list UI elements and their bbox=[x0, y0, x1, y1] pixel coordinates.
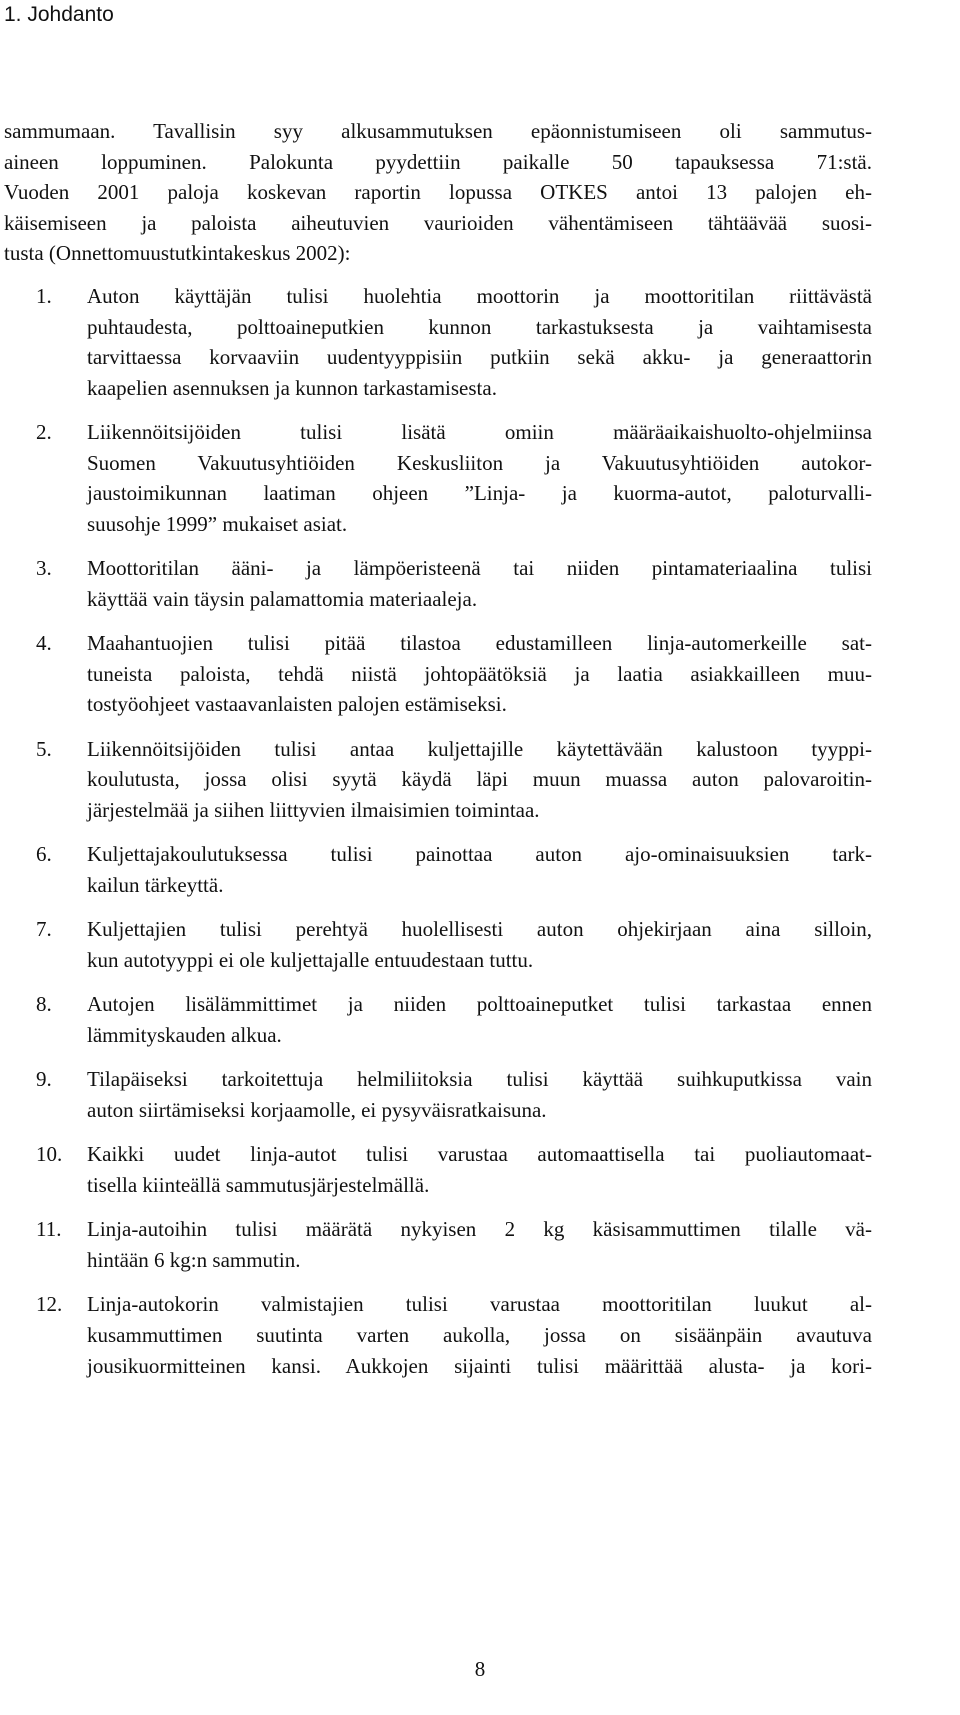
recommendation-item-5 bbox=[4, 734, 872, 826]
recommendation-item-4 bbox=[4, 628, 872, 720]
item-line: jousikuormitteinen kansi. Aukkojen sijainti tulisi määrittää alusta- ja kori- bbox=[87, 1353, 872, 1378]
item-line: Linja-autokorin valmistajien tulisi varustaa moottoritilan luukut al- bbox=[87, 1292, 872, 1317]
item-line: Tilapäiseksi tarkoitettuja helmiliitoksia tulisi käyttää suihkuputkissa vain bbox=[87, 1067, 872, 1092]
item-line: tostyöohjeet vastaavanlaisten palojen estämiseksi. bbox=[87, 692, 507, 717]
page-body bbox=[4, 116, 872, 1395]
intro-line: käisemiseen ja paloista aiheutuvien vaurioiden vähentämiseen tähtäävää suosi- bbox=[4, 210, 872, 235]
item-line: puhtaudesta, polttoaineputkien kunnon tarkastuksesta ja vaihtamisesta bbox=[87, 314, 872, 339]
intro-line: Vuoden 2001 paloja koskevan raportin lopussa OTKES antoi 13 palojen eh- bbox=[4, 180, 872, 205]
page-number: 8 bbox=[474, 1657, 486, 1681]
item-line: kaapelien asennuksen ja kunnon tarkastamisesta. bbox=[87, 375, 497, 400]
item-line: Maahantuojien tulisi pitää tilastoa edustamilleen linja-automerkeille sat- bbox=[87, 631, 872, 656]
intro-line: tusta (Onnettomuustutkintakeskus 2002): bbox=[4, 241, 351, 266]
item-number: 12. bbox=[36, 1292, 63, 1317]
item-line: Liikennöitsijöiden tulisi lisätä omiin määräaikaishuolto-ohjelmiinsa bbox=[87, 420, 872, 445]
item-line: tisella kiinteällä sammutusjärjestelmällä. bbox=[87, 1172, 430, 1197]
intro-line: sammumaan. Tavallisin syy alkusammutuksen epäonnistumiseen oli sammutus- bbox=[4, 119, 872, 143]
item-number: 10. bbox=[36, 1142, 63, 1167]
item-number: 4. bbox=[36, 631, 52, 656]
chapter-header: 1. Johdanto bbox=[4, 3, 114, 26]
item-number: 8. bbox=[36, 992, 52, 1017]
item-line: hintään 6 kg:n sammutin. bbox=[87, 1247, 301, 1272]
item-line: Linja-autoihin tulisi määrätä nykyisen 2 kg käsisammuttimen tilalle vä- bbox=[87, 1217, 872, 1242]
item-line: käyttää vain täysin palamattomia materiaaleja. bbox=[87, 586, 478, 611]
item-number: 11. bbox=[36, 1217, 62, 1242]
item-line: kusammuttimen suutinta varten aukolla, jossa on sisäänpäin avautuva bbox=[87, 1322, 872, 1347]
item-line: Auton käyttäjän tulisi huolehtia moottorin ja moottoritilan riittävästä bbox=[87, 283, 872, 308]
recommendation-item-6 bbox=[4, 839, 872, 900]
recommendation-item-10 bbox=[4, 1139, 872, 1200]
item-line: koulutusta, jossa olisi syytä käydä läpi muun muassa auton palovaroitin- bbox=[87, 767, 872, 792]
item-line: kailun tärkeyttä. bbox=[87, 873, 224, 898]
recommendation-item-7 bbox=[4, 914, 872, 975]
recommendation-item-12 bbox=[4, 1289, 872, 1381]
item-line: kun autotyyppi ei ole kuljettajalle entuudestaan tuttu. bbox=[87, 948, 534, 973]
item-number: 6. bbox=[36, 842, 52, 867]
item-line: Kaikki uudet linja-autot tulisi varustaa automaattisella tai puoliautomaat- bbox=[87, 1142, 872, 1167]
item-line: lämmityskauden alkua. bbox=[87, 1023, 282, 1048]
recommendation-item-2 bbox=[4, 417, 872, 539]
item-number: 3. bbox=[36, 556, 52, 581]
item-line: tuneista paloista, tehdä niistä johtopäätöksiä ja laatia asiakkailleen muu- bbox=[87, 661, 872, 686]
item-number: 5. bbox=[36, 736, 52, 761]
item-line: suusohje 1999” mukaiset asiat. bbox=[87, 511, 348, 536]
item-line: Kuljettajakoulutuksessa tulisi painottaa auton ajo-ominaisuuksien tark- bbox=[87, 842, 872, 867]
recommendation-item-9 bbox=[4, 1064, 872, 1125]
item-line: jaustoimikunnan laatiman ohjeen ”Linja- ja kuorma-autot, paloturvalli- bbox=[87, 481, 872, 506]
item-line: Autojen lisälämmittimet ja niiden polttoaineputket tulisi tarkastaa ennen bbox=[87, 992, 872, 1017]
item-line: järjestelmää ja siihen liittyvien ilmaisimien toimintaa. bbox=[87, 798, 540, 823]
item-number: 9. bbox=[36, 1067, 52, 1092]
item-line: auton siirtämiseksi korjaamolle, ei pysyväisratkaisuna. bbox=[87, 1098, 547, 1122]
item-number: 7. bbox=[36, 917, 52, 942]
item-number: 2. bbox=[36, 420, 52, 445]
item-line: Liikennöitsijöiden tulisi antaa kuljettajille käytettävään kalustoon tyyppi- bbox=[87, 736, 872, 761]
item-line: Suomen Vakuutusyhtiöiden Keskusliiton ja Vakuutusyhtiöiden autokor- bbox=[87, 450, 872, 475]
recommendation-item-1 bbox=[4, 281, 872, 403]
intro-line: aineen loppuminen. Palokunta pyydettiin paikalle 50 tapauksessa 71:stä. bbox=[4, 149, 872, 174]
item-line: tarvittaessa korvaaviin uudentyyppisiin putkiin sekä akku- ja generaattorin bbox=[87, 345, 872, 370]
recommendation-item-11 bbox=[4, 1214, 872, 1275]
intro-paragraph bbox=[4, 116, 872, 269]
recommendations-list bbox=[4, 281, 872, 1381]
recommendation-item-8 bbox=[4, 989, 872, 1050]
item-line: Moottoritilan ääni- ja lämpöeristeenä tai niiden pintamateriaalina tulisi bbox=[87, 556, 872, 581]
item-line: Kuljettajien tulisi perehtyä huolellisesti auton ohjekirjaan aina silloin, bbox=[87, 917, 872, 942]
item-number: 1. bbox=[36, 283, 52, 308]
recommendation-item-3 bbox=[4, 553, 872, 614]
